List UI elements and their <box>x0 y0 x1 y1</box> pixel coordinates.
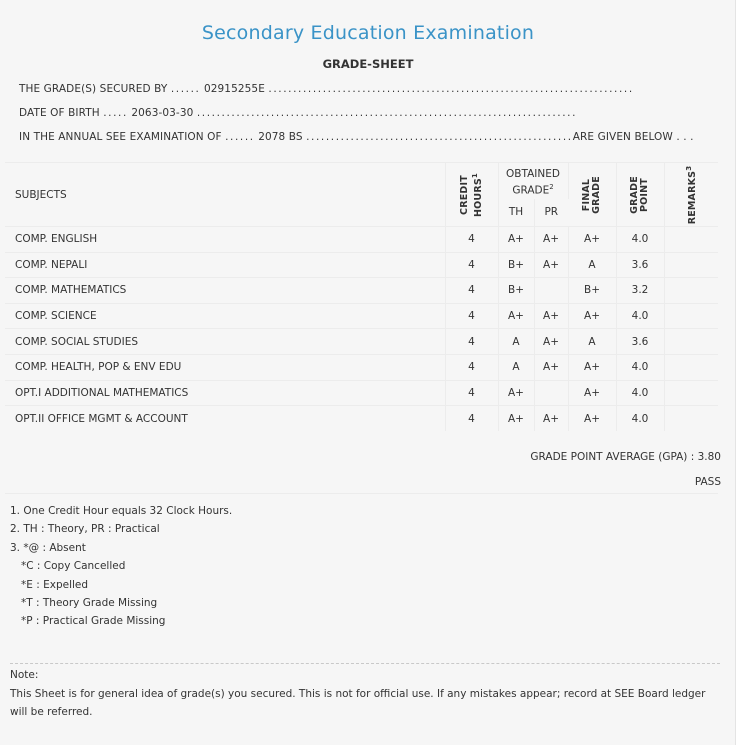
pr-grade-cell <box>534 380 568 406</box>
credit-hours-header: CREDIT HOURS$^1$ <box>445 163 498 227</box>
pr-header: PR <box>544 206 559 219</box>
grade-point-cell: 4.0 <box>616 303 664 329</box>
final-grade-cell: A+ <box>568 354 616 380</box>
exam-label: IN THE ANNUAL SEE EXAMINATION OF <box>19 131 222 143</box>
subjects-header: SUBJECTS <box>5 163 445 227</box>
th-grade-cell: A <box>498 354 534 380</box>
footnote-3p: *P : Practical Grade Missing <box>21 615 166 628</box>
symbol-number: 02915255E <box>203 83 265 95</box>
final-grade-cell: A+ <box>568 380 616 406</box>
grade-point-cell: 4.0 <box>616 380 664 406</box>
credit-cell: 4 <box>445 354 498 380</box>
pr-grade-cell <box>534 278 568 304</box>
subject-cell: COMP. SCIENCE <box>5 303 445 329</box>
th-grade-cell: A <box>498 329 534 355</box>
final-grade-cell: B+ <box>568 278 616 304</box>
table-row <box>5 252 718 278</box>
table-row <box>5 227 718 253</box>
page-subtitle: GRADE-SHEET <box>322 57 414 71</box>
subject-cell: COMP. HEALTH, POP & ENV EDU <box>5 354 445 380</box>
subject-cell: COMP. SOCIAL STUDIES <box>5 329 445 355</box>
credit-cell: 4 <box>445 303 498 329</box>
note-label: Note: <box>10 669 39 681</box>
secured-by-line: THE GRADE(S) SECURED BY ...... 02915255E .......................................................................... <box>19 83 634 95</box>
th-grade-cell: A+ <box>498 303 534 329</box>
table-row <box>5 278 718 304</box>
dob-label: DATE OF BIRTH <box>19 107 100 119</box>
credit-cell: 4 <box>445 406 498 432</box>
subject-cell: OPT.II OFFICE MGMT & ACCOUNT <box>5 406 445 432</box>
final-grade-cell: A <box>568 329 616 355</box>
th-grade-cell: A+ <box>498 227 534 253</box>
obtained-grade-header: OBTAINED GRADE$^2$ <box>498 163 568 199</box>
secured-by-label: THE GRADE(S) SECURED BY <box>19 83 168 95</box>
remarks-cell <box>664 406 718 432</box>
grade-point-cell: 3.2 <box>616 278 664 304</box>
grade-point-cell: 3.6 <box>616 252 664 278</box>
final-grade-cell: A+ <box>568 303 616 329</box>
pr-grade-cell: A+ <box>534 303 568 329</box>
summary-divider <box>5 493 718 494</box>
remarks-cell <box>664 227 718 253</box>
remarks-header: REMARKS$^3$ <box>664 163 718 227</box>
footnote-3c: *C : Copy Cancelled <box>21 560 126 573</box>
gpa-summary: GRADE POINT AVERAGE (GPA) : 3.80 <box>530 451 721 463</box>
credit-cell: 4 <box>445 380 498 406</box>
footnote-3: 3. *@ : Absent <box>10 541 86 554</box>
final-grade-header: FINAL GRADE <box>568 163 616 227</box>
footnotes <box>10 502 232 631</box>
pr-grade-cell: A+ <box>534 252 568 278</box>
exam-year: 2078 BS <box>258 131 303 143</box>
subject-cell: COMP. NEPALI <box>5 252 445 278</box>
table-row <box>5 303 718 329</box>
remarks-cell <box>664 303 718 329</box>
th-grade-cell: A+ <box>498 406 534 432</box>
grade-point-cell: 4.0 <box>616 406 664 432</box>
pr-grade-cell: A+ <box>534 354 568 380</box>
exam-suffix: ARE GIVEN BELOW . . . <box>572 131 694 143</box>
credit-cell: 4 <box>445 329 498 355</box>
dob-value: 2063-03-30 <box>131 107 194 119</box>
footnote-1: 1. One Credit Hour equals 32 Clock Hours. <box>10 505 233 517</box>
grades-table <box>5 162 718 431</box>
grade-point-cell: 3.6 <box>616 329 664 355</box>
th-grade-cell: B+ <box>498 278 534 304</box>
table-row <box>5 354 718 380</box>
exam-line: IN THE ANNUAL SEE EXAMINATION OF ...... 2078 BS ......................................................ARE GIVEN BELOW . . . <box>19 131 694 143</box>
remarks-cell <box>664 278 718 304</box>
final-grade-cell: A+ <box>568 227 616 253</box>
footnote-3t: *T : Theory Grade Missing <box>21 597 158 610</box>
th-grade-cell: B+ <box>498 252 534 278</box>
grade-point-cell: 4.0 <box>616 354 664 380</box>
final-grade-cell: A <box>568 252 616 278</box>
grade-point-header: GRADE POINT <box>616 163 664 227</box>
subject-cell: COMP. ENGLISH <box>5 227 445 253</box>
credit-cell: 4 <box>445 278 498 304</box>
remarks-cell <box>664 329 718 355</box>
note-divider <box>10 663 720 664</box>
pr-grade-cell: A+ <box>534 227 568 253</box>
grade-point-cell: 4.0 <box>616 227 664 253</box>
page-title: Secondary Education Examination <box>201 22 535 44</box>
final-grade-cell: A+ <box>568 406 616 432</box>
grade-rows <box>5 227 718 432</box>
table-row <box>5 329 718 355</box>
credit-cell: 4 <box>445 252 498 278</box>
remarks-cell <box>664 380 718 406</box>
footnote-2: 2. TH : Theory, PR : Practical <box>10 523 160 536</box>
subject-cell: OPT.I ADDITIONAL MATHEMATICS <box>5 380 445 406</box>
th-grade-cell: A+ <box>498 380 534 406</box>
footnote-3e: *E : Expelled <box>21 578 89 591</box>
table-row <box>5 406 718 432</box>
subject-cell: COMP. MATHEMATICS <box>5 278 445 304</box>
credit-cell: 4 <box>445 227 498 253</box>
dob-line: DATE OF BIRTH ..... 2063-03-30 ............................................................................. <box>19 107 578 119</box>
table-header-row-1 <box>5 163 718 199</box>
pr-grade-cell: A+ <box>534 406 568 432</box>
th-header: TH <box>498 199 534 227</box>
pr-grade-cell: A+ <box>534 329 568 355</box>
result-status: PASS <box>694 476 721 488</box>
note-text: This Sheet is for general idea of grade(s) you secured. This is not for official use. If any mistakes appear; record at SEE Board ledger will be referred. <box>10 688 706 718</box>
table-row <box>5 380 718 406</box>
remarks-cell <box>664 252 718 278</box>
remarks-cell <box>664 354 718 380</box>
